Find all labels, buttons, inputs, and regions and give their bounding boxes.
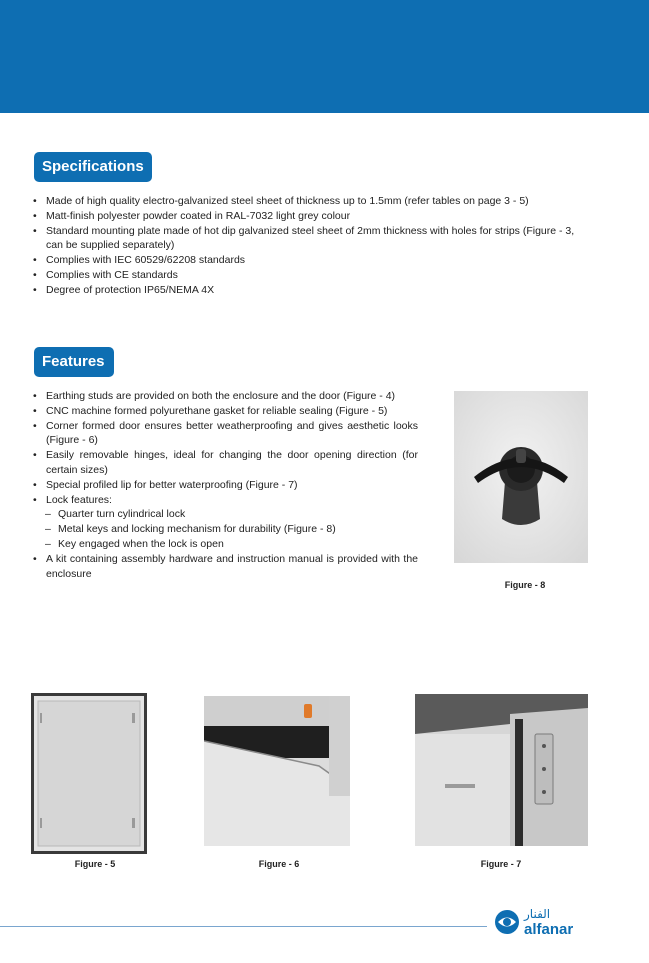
figure-5-caption: Figure - 5 [74, 859, 116, 869]
door-corner-photo [204, 696, 350, 846]
feature-item: • Easily removable hinges, ideal for changing the door opening direction (for certain sizes) [32, 448, 418, 478]
header-banner [0, 0, 649, 113]
footer-rule [0, 926, 487, 927]
lock-subitem: – Key engaged when the lock is open [32, 537, 418, 552]
spec-item: • Made of high quality electro-galvanized steel sheet of thickness up to 1.5mm (refer tables on page 3 - 5) [32, 194, 592, 209]
specifications-list [32, 194, 592, 298]
features-list [32, 389, 418, 581]
logo-latin-text: alfanar [524, 921, 574, 938]
feature-item: • Special profiled lip for better waterproofing (Figure - 7) [32, 478, 418, 493]
feature-item: • Earthing studs are provided on both the enclosure and the door (Figure - 4) [32, 389, 418, 404]
lock-subitem: – Quarter turn cylindrical lock [32, 507, 418, 522]
spec-item: • Complies with CE standards [32, 268, 592, 283]
figure-6-caption: Figure - 6 [258, 859, 300, 869]
enclosure-front-photo [31, 693, 147, 854]
hinge-lip-photo [415, 694, 588, 846]
spec-item: • Complies with IEC 60529/62208 standards [32, 253, 592, 268]
logo-arabic-text: الفنار [524, 907, 551, 921]
feature-item: • CNC machine formed polyurethane gasket for reliable sealing (Figure - 5) [32, 404, 418, 419]
specifications-heading: Specifications [34, 152, 152, 182]
spec-item: • Matt-finish polyester powder coated in RAL-7032 light grey colour [32, 209, 592, 224]
features-heading: Features [34, 347, 114, 377]
lock-subitem: – Metal keys and locking mechanism for durability (Figure - 8) [32, 522, 418, 537]
spec-item: • Degree of protection IP65/NEMA 4X [32, 283, 592, 298]
spec-item: • Standard mounting plate made of hot dip galvanized steel sheet of 2mm thickness with holes for strips (Figure - 3, can be supplied separately) [32, 224, 592, 254]
feature-item: • A kit containing assembly hardware and instruction manual is provided with the enclosure [32, 552, 418, 582]
feature-item: • Lock features: [32, 493, 418, 508]
feature-item: • Corner formed door ensures better weatherproofing and gives aesthetic looks (Figure - 6) [32, 419, 418, 449]
figure-8-caption: Figure - 8 [504, 580, 546, 590]
alfanar-logo [494, 905, 594, 939]
figure-7-caption: Figure - 7 [480, 859, 522, 869]
lock-photo [454, 391, 588, 563]
